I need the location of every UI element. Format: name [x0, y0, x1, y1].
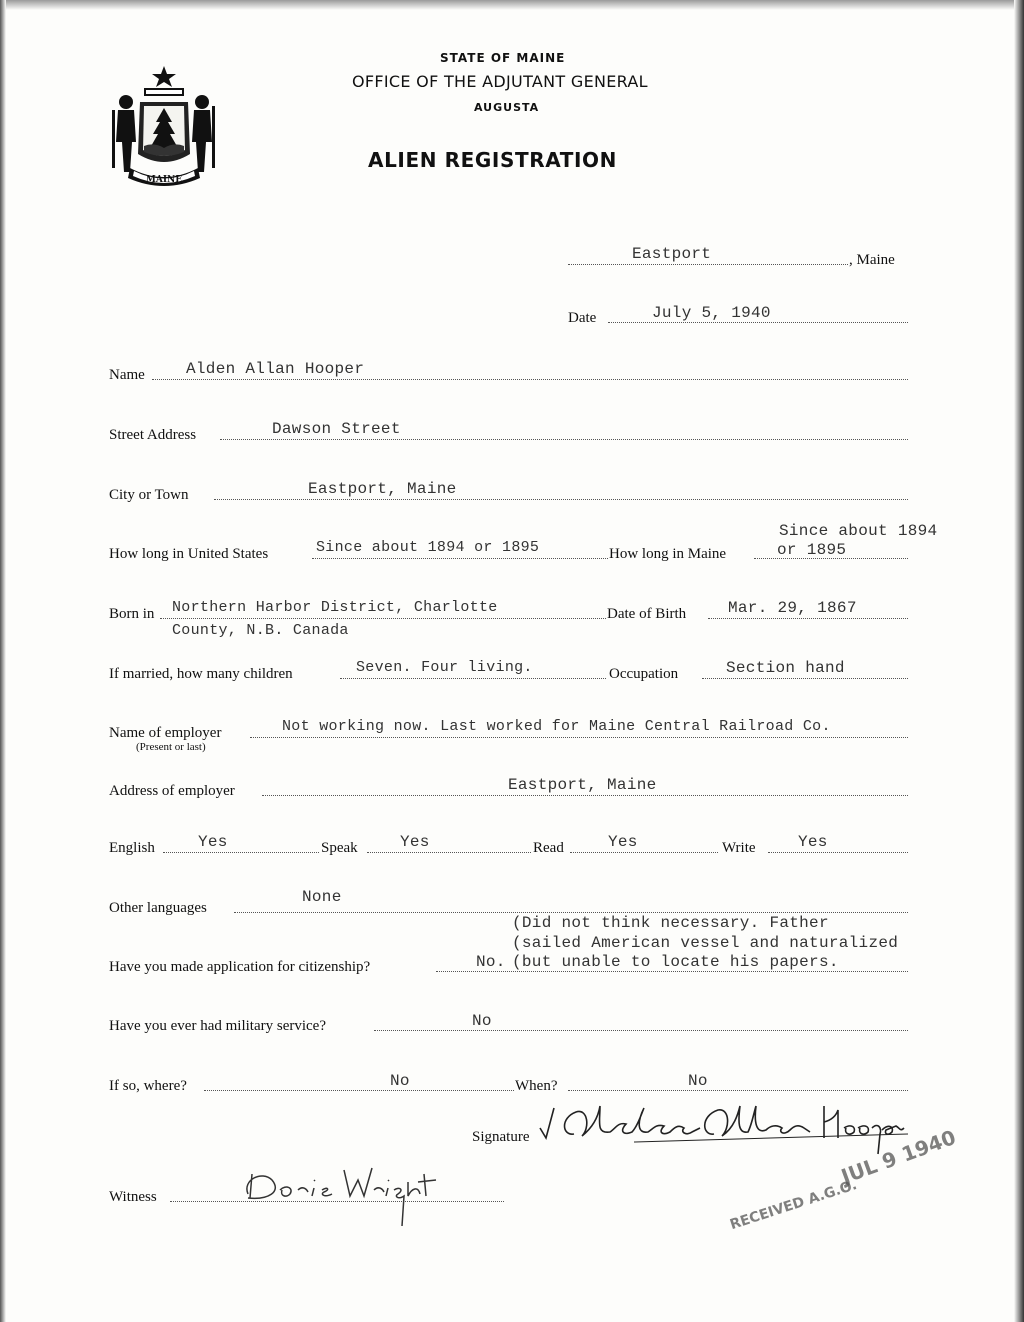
read-value: Yes	[608, 833, 638, 851]
english-label: English	[109, 840, 155, 856]
received-stamp-date: JUL 9 1940	[838, 1124, 959, 1189]
speak-line	[367, 852, 531, 853]
speak-value: Yes	[400, 833, 430, 851]
how-long-us-label: How long in United States	[109, 546, 269, 562]
occupation-line	[702, 678, 908, 679]
military-value: No	[472, 1012, 492, 1030]
born-in-line	[160, 618, 606, 619]
place-line	[568, 264, 848, 265]
date-label: Date	[568, 310, 597, 326]
date-of-birth-line	[708, 618, 908, 619]
scan-edge-right	[1014, 0, 1024, 1322]
witness-label: Witness	[109, 1189, 157, 1205]
how-long-maine-label: How long in Maine	[609, 546, 727, 562]
citizenship-label: Have you made application for citizenship?	[109, 959, 371, 975]
employer-address-value: Eastport, Maine	[508, 776, 657, 794]
scan-edge-left	[0, 0, 6, 1322]
children-value: Seven. Four living.	[356, 659, 533, 676]
witness-handwriting	[238, 1160, 448, 1230]
header-city: AUGUSTA	[474, 101, 540, 114]
occupation-value: Section hand	[726, 659, 845, 677]
write-line	[768, 852, 908, 853]
english-line	[163, 852, 319, 853]
seal-text: MAINE	[145, 175, 183, 185]
street-address-label: Street Address	[109, 427, 197, 443]
how-long-maine-value-2: or 1895	[777, 541, 847, 559]
place-label: , Maine	[849, 252, 895, 268]
date-of-birth-value: Mar. 29, 1867	[728, 599, 857, 617]
other-languages-line	[234, 912, 908, 913]
where-line	[204, 1090, 514, 1091]
city-or-town-value: Eastport, Maine	[308, 480, 457, 498]
read-label: Read	[533, 840, 564, 856]
where-value: No	[390, 1072, 410, 1090]
citizenship-line	[436, 971, 908, 972]
date-value: July 5, 1940	[652, 304, 771, 322]
employer-label: Name of employer	[109, 725, 222, 741]
signature-label: Signature	[472, 1129, 530, 1145]
english-value: Yes	[198, 833, 228, 851]
street-address-value: Dawson Street	[272, 420, 401, 438]
born-in-value-2: County, N.B. Canada	[172, 622, 349, 639]
employer-sublabel: (Present or last)	[136, 741, 206, 753]
military-label: Have you ever had military service?	[109, 1018, 326, 1034]
citizenship-note-3: (but unable to locate his papers.	[512, 953, 839, 971]
name-value: Alden Allan Hooper	[186, 360, 365, 378]
date-of-birth-label: Date of Birth	[607, 606, 687, 622]
other-languages-label: Other languages	[109, 900, 207, 916]
when-line	[568, 1090, 908, 1091]
signature-handwriting	[538, 1098, 918, 1156]
received-stamp: RECEIVED A.G.O.	[728, 1177, 859, 1234]
when-label: When?	[515, 1078, 558, 1094]
citizenship-note-1: (Did not think necessary. Father	[512, 914, 829, 932]
form-title: ALIEN REGISTRATION	[368, 148, 617, 172]
born-in-value-1: Northern Harbor District, Charlotte	[172, 599, 498, 616]
street-address-line	[220, 439, 908, 440]
where-label: If so, where?	[109, 1078, 187, 1094]
other-languages-value: None	[302, 888, 342, 906]
scan-edge-top	[0, 0, 1024, 10]
date-line	[608, 322, 908, 323]
header-office: OFFICE OF THE ADJUTANT GENERAL	[352, 72, 648, 91]
citizenship-value: No.	[476, 953, 506, 971]
employer-address-label: Address of employer	[109, 783, 235, 799]
city-or-town-label: City or Town	[109, 487, 189, 503]
name-line	[152, 379, 908, 380]
place-value: Eastport	[632, 245, 712, 263]
how-long-us-value: Since about 1894 or 1895	[316, 539, 540, 556]
employer-value: Not working now. Last worked for Maine Central Railroad Co.	[282, 718, 831, 735]
born-in-label: Born in	[109, 606, 155, 622]
occupation-label: Occupation	[609, 666, 679, 682]
state-of-maine-seal-icon	[108, 62, 220, 190]
children-label: If married, how many children	[109, 666, 293, 682]
employer-address-line	[262, 795, 908, 796]
write-label: Write	[722, 840, 756, 856]
how-long-us-line	[312, 558, 608, 559]
when-value: No	[688, 1072, 708, 1090]
write-value: Yes	[798, 833, 828, 851]
name-label: Name	[109, 367, 145, 383]
how-long-maine-value-1: Since about 1894	[779, 522, 938, 540]
city-or-town-line	[214, 499, 908, 500]
speak-label: Speak	[321, 840, 358, 856]
read-line	[570, 852, 718, 853]
employer-line	[250, 737, 908, 738]
header-state: STATE OF MAINE	[440, 51, 566, 65]
children-line	[340, 678, 606, 679]
military-line	[374, 1030, 908, 1031]
citizenship-note-2: (sailed American vessel and naturalized	[512, 934, 899, 952]
